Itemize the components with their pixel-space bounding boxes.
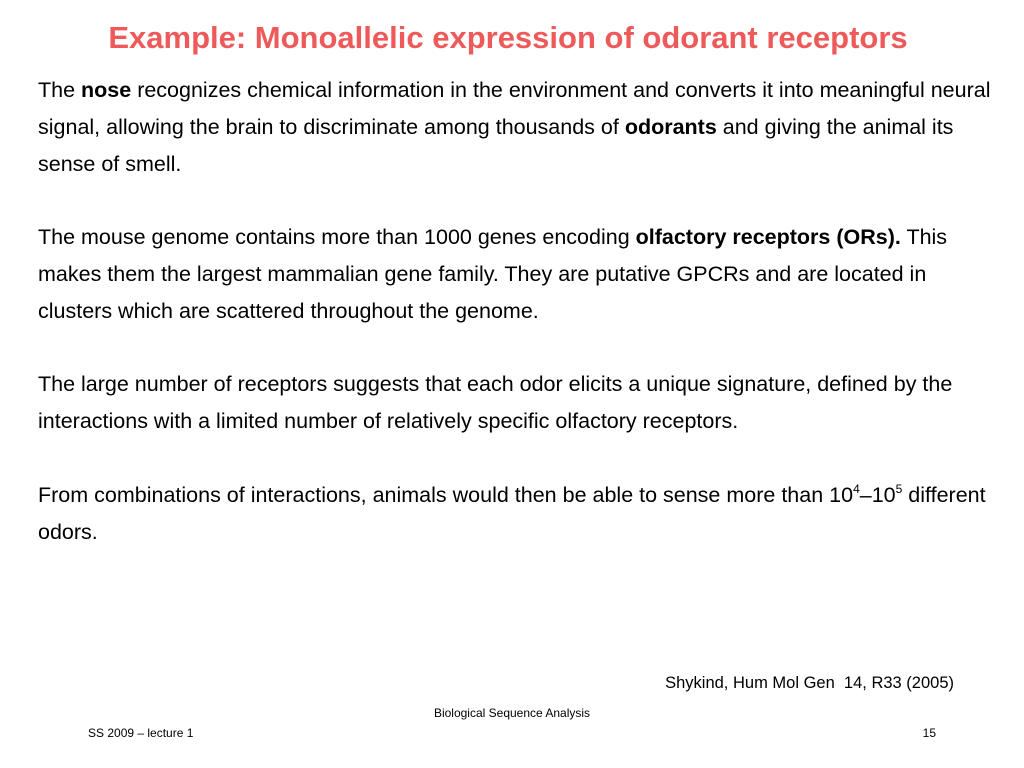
paragraph-signature — [38, 366, 998, 440]
bold-term-nose: nose — [81, 78, 132, 102]
superscript-exponent: 5 — [895, 481, 903, 496]
footer-course-title: Biological Sequence Analysis — [433, 706, 591, 720]
paragraph-text: The — [38, 78, 82, 102]
footer-page-number: 15 — [922, 726, 936, 740]
citation: Shykind, Hum Mol Gen 14, R33 (2005) — [665, 674, 954, 692]
bold-term-olfactory-receptors: olfactory receptors (ORs). — [635, 225, 901, 250]
slide-body — [38, 72, 998, 587]
paragraph-combinations — [38, 477, 998, 551]
paragraph-text: From combinations of interactions, animals would then be able to sense more than 10 — [38, 482, 854, 507]
paragraph-text: and giving the animal its sense of smell. — [38, 114, 954, 176]
paragraph-text: different odors. — [38, 482, 986, 544]
slide-title: Example: Monoallelic expression of odorant receptors — [108, 20, 908, 55]
paragraph-text: The mouse genome contains more than 1000 genes encoding — [38, 225, 636, 250]
paragraph-text: This makes them the largest mammalian gene family. They are putative GPCRs and are located in clusters which are scattered throughout the genome. — [38, 225, 948, 323]
paragraph-nose — [38, 72, 998, 182]
paragraph-text: –10 — [859, 482, 896, 507]
footer-lecture: SS 2009 – lecture 1 — [88, 726, 194, 740]
paragraph-text: The large number of receptors suggests that each odor elicits a unique signature, defined by the interactions with a limited number of relatively specific olfactory receptors. — [38, 372, 953, 434]
paragraph-genome — [38, 219, 998, 329]
paragraph-text: recognizes chemical information in the environment and converts it into meaningful neural signal, allowing the brain to discriminate among thousands of — [38, 78, 991, 139]
superscript-exponent: 4 — [853, 481, 860, 496]
bold-term-odorants: odorants — [624, 114, 717, 139]
